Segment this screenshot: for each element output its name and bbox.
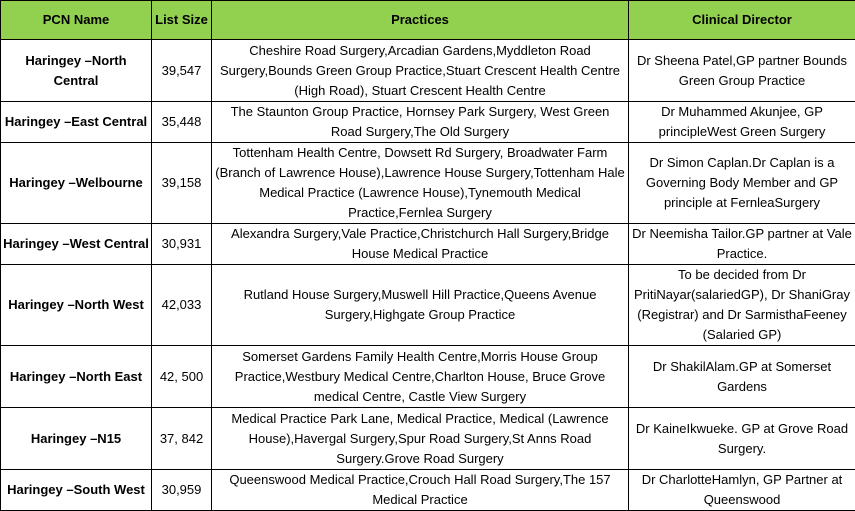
pcn-name-cell: Haringey –Welbourne [1,143,152,224]
table-row [1,102,855,143]
clinical-director-cell: Dr Neemisha Tailor.GP partner at Vale Practice. [629,224,855,265]
pcn-name-cell: Haringey –N15 [1,408,152,470]
table-row [1,470,855,511]
practices-cell: Rutland House Surgery,Muswell Hill Practice,Queens Avenue Surgery,Highgate Group Practice [212,265,629,346]
column-header-clinical-director: Clinical Director [629,1,855,40]
list-size-cell: 39,547 [152,40,212,102]
table-row [1,265,855,346]
column-header-list-size: List Size [152,1,212,40]
pcn-name-cell: Haringey –North Central [1,40,152,102]
pcn-name-cell: Haringey –South West [1,470,152,511]
pcn-name-cell: Haringey –West Central [1,224,152,265]
table-row [1,40,855,102]
pcn-name-cell: Haringey –East Central [1,102,152,143]
clinical-director-cell: Dr KaineIkwueke. GP at Grove Road Surgery. [629,408,855,470]
list-size-cell: 30,931 [152,224,212,265]
table-row [1,346,855,408]
practices-cell: Queenswood Medical Practice,Crouch Hall Road Surgery,The 157 Medical Practice [212,470,629,511]
clinical-director-cell: Dr Simon Caplan.Dr Caplan is a Governing Body Member and GP principle at FernleaSurgery [629,143,855,224]
clinical-director-cell: Dr Sheena Patel,GP partner Bounds Green Group Practice [629,40,855,102]
column-header-pcn-name: PCN Name [1,1,152,40]
clinical-director-cell: To be decided from Dr PritiNayar(salariedGP), Dr ShaniGray (Registrar) and Dr SarmisthaFeeney (Salaried GP) [629,265,855,346]
practices-cell: Tottenham Health Centre, Dowsett Rd Surgery, Broadwater Farm (Branch of Lawrence House),Lawrence House Surgery,Tottenham Hale Medical Practice (Lawrence House),Tynemouth Medical Practice,Fernlea Surgery [212,143,629,224]
pcn-name-cell: Haringey –North West [1,265,152,346]
practices-cell: Somerset Gardens Family Health Centre,Morris House Group Practice,Westbury Medical Centre,Charlton House, Bruce Grove medical Centre, Castle View Surgery [212,346,629,408]
table-row [1,408,855,470]
practices-cell: Alexandra Surgery,Vale Practice,Christchurch Hall Surgery,Bridge House Medical Practice [212,224,629,265]
list-size-cell: 42,033 [152,265,212,346]
table-row [1,224,855,265]
list-size-cell: 37, 842 [152,408,212,470]
header-row [1,1,855,40]
practices-cell: Medical Practice Park Lane, Medical Practice, Medical (Lawrence House),Havergal Surgery,Spur Road Surgery,St Anns Road Surgery.Grove Road Surgery [212,408,629,470]
list-size-cell: 30,959 [152,470,212,511]
clinical-director-cell: Dr ShakilAlam.GP at Somerset Gardens [629,346,855,408]
column-header-practices: Practices [212,1,629,40]
practices-cell: The Staunton Group Practice, Hornsey Park Surgery, West Green Road Surgery,The Old Surgery [212,102,629,143]
table-row [1,143,855,224]
list-size-cell: 35,448 [152,102,212,143]
practices-cell: Cheshire Road Surgery,Arcadian Gardens,Myddleton Road Surgery,Bounds Green Group Practice,Stuart Crescent Health Centre (High Road), Stuart Crescent Health Centre [212,40,629,102]
clinical-director-cell: Dr Muhammed Akunjee, GP principleWest Green Surgery [629,102,855,143]
list-size-cell: 39,158 [152,143,212,224]
clinical-director-cell: Dr CharlotteHamlyn, GP Partner at Queenswood [629,470,855,511]
pcn-name-cell: Haringey –North East [1,346,152,408]
list-size-cell: 42, 500 [152,346,212,408]
